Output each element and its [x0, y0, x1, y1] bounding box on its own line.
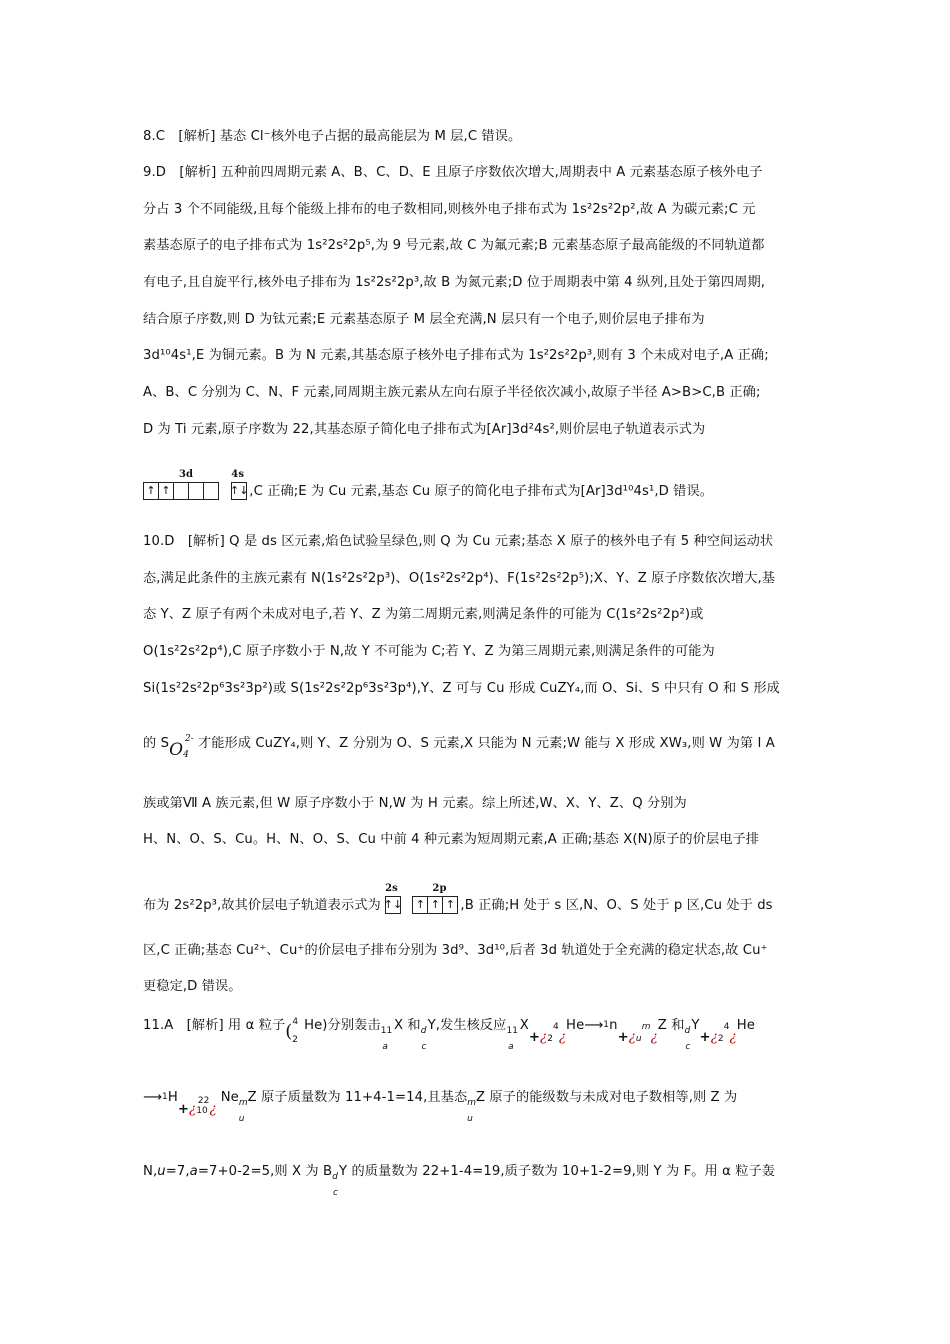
text-segment: 的 S: [143, 736, 170, 751]
text-segment: Y: [691, 1018, 700, 1033]
text-segment: Z 和: [657, 1018, 685, 1033]
text-segment: =7,: [165, 1164, 190, 1179]
answer-10-line-2: 态,满足此条件的主族元素有 N(1s²2s²2p³)、O(1s²2s²2p⁴)、F(1s²2s²2p⁵);X、Y、Z 原子序数依次增大,基: [143, 571, 776, 586]
answer-10-line-1: 10.D [解析] Q 是 ds 区元素,焰色试验呈绿色,则 Q 为 Cu 元素;基态 X 原子的核外电子有 5 种空间运动状: [143, 534, 774, 549]
alpha-nuclide: [292, 1017, 304, 1045]
garbled-glyph: ¿: [189, 1102, 197, 1117]
plus-sign: +: [177, 1102, 190, 1117]
y-z: c: [685, 1042, 691, 1052]
y-nuclide-2-scripts: [684, 1017, 696, 1052]
n-mass: 1: [603, 1020, 610, 1030]
garbled-glyph: ¿: [650, 1030, 658, 1045]
he-z: 2: [717, 1034, 724, 1044]
orbital-cell: ↑↓: [231, 482, 247, 500]
answer-10-line-9: [143, 883, 813, 915]
answer-9-line-7: A、B、C 分别为 C、N、F 元素,同周期主族元素从左向右原子半径依次减小,故原子半径 A>B>C,B 正确;: [143, 385, 761, 400]
answer-9-line-3: 素基态原子的电子排布式为 1s²2s²2p⁵,为 9 号元素,故 C 为氟元素;B 元素基态原子最高能级的不同轨道都: [143, 238, 765, 253]
answer-11-line-2: [143, 1089, 813, 1129]
plus-sign: +: [699, 1030, 711, 1045]
x-z: a: [382, 1042, 388, 1052]
garbled-glyph: ¿: [209, 1102, 217, 1117]
answer-9-line-1: 9.D [解析] 五种前四周期元素 A、B、C、D、E 且原子序数依次增大,周期表中 A 元素基态原子核外电子: [143, 165, 763, 180]
orbital-label-2s: 2s: [385, 883, 398, 894]
orbital-cell: ↑: [158, 482, 173, 500]
text-segment: Ne: [220, 1090, 239, 1105]
z-nuclide-scripts: [238, 1089, 254, 1124]
x-z: a: [508, 1042, 514, 1052]
var-a: a: [189, 1164, 198, 1179]
answer-11-line-3: [143, 1163, 813, 1203]
text-segment: N,: [143, 1164, 158, 1179]
sulfate-formula: [169, 734, 198, 762]
x-nuclide-2-scripts: [506, 1017, 523, 1052]
z-mass: m: [238, 1098, 248, 1108]
answer-10-line-4: O(1s²2s²2p⁴),C 原子序数小于 N,故 Y 不可能为 C;若 Y、Z 为第三周期元素,则满足条件的可能为: [143, 644, 715, 659]
orbital-cell: ↑: [442, 896, 458, 914]
orbital-2p-diagram: [412, 883, 458, 914]
text-segment: 才能形成 CuZY₄,则 Y、Z 分别为 O、S 元素,X 只能为 N 元素;W 能与 X 形成 XW₃,则 W 为第 Ⅰ A: [197, 736, 775, 751]
text-segment: 布为 2s²2p³,故其价层电子轨道表示式为: [143, 898, 381, 913]
orbital-cell: ↑: [427, 896, 442, 914]
text-segment: He)分别轰击: [304, 1018, 381, 1033]
orbital-cell: ↑: [412, 896, 427, 914]
z-mass: m: [641, 1022, 651, 1032]
answer-10-line-3: 态 Y、Z 原子有两个未成对电子,若 Y、Z 为第二周期元素,则满足条件的可能为 C(1s²2s²2p²)或: [143, 607, 704, 622]
z-mass: m: [467, 1098, 477, 1108]
he-z: 2: [292, 1035, 299, 1045]
z-nuclide-2-scripts: [467, 1089, 482, 1124]
he-mass: 4: [723, 1022, 730, 1032]
plus-sign: +: [617, 1030, 629, 1045]
orbital-label-4s: 4s: [231, 469, 245, 480]
orbital-cell: [203, 482, 219, 500]
answer-9-line-2: 分占 3 个不同能级,且每个能级上排布的电子数相同,则核外电子排布式为 1s²2s²2p²,故 A 为碳元素;C 元: [143, 202, 756, 217]
answer-10-line-8: H、N、O、S、Cu。H、N、O、S、Cu 中前 4 种元素为短周期元素,A 正确;基态 X(N)原子的价层电子排: [143, 832, 760, 847]
text-segment: ,B 正确;H 处于 s 区,N、O、S 处于 p 区,Cu 处于 ds: [460, 898, 773, 913]
answer-9-line-8: D 为 Ti 元素,原子序数为 22,其基态原子简化电子排布式为[Ar]3d²4s²,则价层电子轨道表示式为: [143, 422, 706, 437]
answer-9-line-9-text: ,C 正确;E 为 Cu 元素,基态 Cu 原子的简化电子排布式为[Ar]3d¹⁰4s¹,D 错误。: [249, 484, 714, 499]
answer-8: 8.C [解析] 基态 Cl⁻核外电子占据的最高能层为 M 层,C 错误。: [143, 129, 522, 144]
text-segment: Z 原子质量数为 11+4-1=14,且基态: [247, 1090, 468, 1105]
he-mass: 4: [553, 1022, 559, 1032]
y-nuclide-3-scripts: [332, 1163, 343, 1198]
reaction-arrow: ⟶: [584, 1018, 604, 1033]
answer-9-orbital-line: [143, 469, 813, 501]
text-segment: Y 的质量数为 22+1-4=19,质子数为 10+1-2=9,则 Y 为 F。用 α 粒子轰: [339, 1164, 776, 1179]
y-z: c: [421, 1042, 427, 1052]
answer-9-line-5: 结合原子序数,则 D 为钛元素;E 元素基态原子 M 层全充满,N 层只有一个电子,则价层电子排布为: [143, 312, 705, 327]
orbital-cell: [188, 482, 203, 500]
orbital-cell: ↑: [143, 482, 158, 500]
text-segment: H: [167, 1090, 178, 1105]
x-mass: 11: [380, 1026, 393, 1036]
reaction-arrow: ⟶: [143, 1090, 163, 1105]
orbital-3d-diagram: [143, 469, 219, 500]
z-z: u: [635, 1034, 642, 1044]
y-mass: d: [420, 1026, 427, 1036]
text-segment: X 和: [393, 1018, 421, 1033]
z-z: u: [238, 1114, 245, 1124]
orbital-cell: ↑↓: [385, 896, 401, 914]
sulfate-o: O: [169, 740, 184, 760]
answer-9-line-6: 3d¹⁰4s¹,E 为铜元素。B 为 N 元素,其基态原子核外电子排布式为 1s²2s²2p³,则有 3 个未成对电子,A 正确;: [143, 348, 769, 363]
var-u: u: [157, 1164, 166, 1179]
answer-11-line-1: [143, 1015, 813, 1055]
answer-10-line-10: 区,C 正确;基态 Cu²⁺、Cu⁺的价层电子排布分别为 3d⁹、3d¹⁰,后者 3d 轨道处于全充满的稳定状态,故 Cu⁺: [143, 943, 768, 958]
answer-10-line-7: 族或第Ⅶ A 族元素,但 W 原子序数小于 N,W 为 H 元素。综上所述,W、X、Y、Z、Q 分别为: [143, 796, 687, 811]
text-segment: He: [566, 1018, 585, 1033]
answer-10-line-11: 更稳定,D 错误。: [143, 979, 242, 994]
garbled-glyph: ¿: [558, 1030, 567, 1045]
ne-mass: 22: [197, 1096, 210, 1106]
text-segment: 11.A [解析] 用 α 粒子: [143, 1018, 286, 1033]
x-mass: 11: [506, 1026, 519, 1036]
sulfate-sub: 4: [183, 750, 189, 760]
h-mass: 1: [162, 1092, 168, 1102]
garbled-glyph: ¿: [540, 1030, 548, 1045]
text-segment: =7+0-2=5,则 X 为 B: [197, 1164, 333, 1179]
z-z: u: [467, 1114, 473, 1124]
plus-sign: +: [528, 1030, 541, 1045]
text-segment: He: [736, 1018, 755, 1033]
orbital-2s-diagram: [383, 883, 403, 914]
text-segment: Z 原子的能级数与未成对电子数相等,则 Z 为: [475, 1090, 738, 1105]
garbled-glyph: ¿: [710, 1030, 718, 1045]
y-mass: d: [332, 1172, 338, 1182]
paren-open: (: [285, 1021, 293, 1042]
text-segment: n: [609, 1018, 618, 1033]
garbled-glyph: ¿: [729, 1030, 737, 1045]
orbital-4s-diagram: [229, 469, 249, 500]
y-mass: d: [684, 1026, 691, 1036]
he-z: 2: [547, 1034, 554, 1044]
answer-9-line-4: 有电子,且自旋平行,核外电子排布为 1s²2s²2p³,故 B 为氮元素;D 位于周期表中第 4 纵列,且处于第四周期,: [143, 275, 766, 290]
orbital-label-3d: 3d: [179, 469, 194, 480]
answer-10-line-5: Si(1s²2s²2p⁶3s²3p²)或 S(1s²2s²2p⁶3s²3p⁴),Y、Z 可与 Cu 形成 CuZY₄,而 O、Si、S 中只有 O 和 S 形成: [143, 681, 780, 696]
ne-z: 10: [196, 1106, 208, 1116]
text-segment: X: [519, 1018, 529, 1033]
y-z: c: [332, 1188, 339, 1198]
text-segment: Y,发生核反应: [427, 1018, 507, 1033]
garbled-glyph: ¿: [628, 1030, 636, 1045]
he-mass: 4: [292, 1017, 299, 1027]
y-nuclide-scripts: [420, 1017, 432, 1052]
x-nuclide-scripts: [380, 1017, 398, 1052]
answer-10-line-6: [143, 733, 813, 760]
sulfate-sup: 2-: [184, 734, 194, 744]
orbital-label-2p: 2p: [432, 883, 447, 894]
orbital-cell: [173, 482, 188, 500]
